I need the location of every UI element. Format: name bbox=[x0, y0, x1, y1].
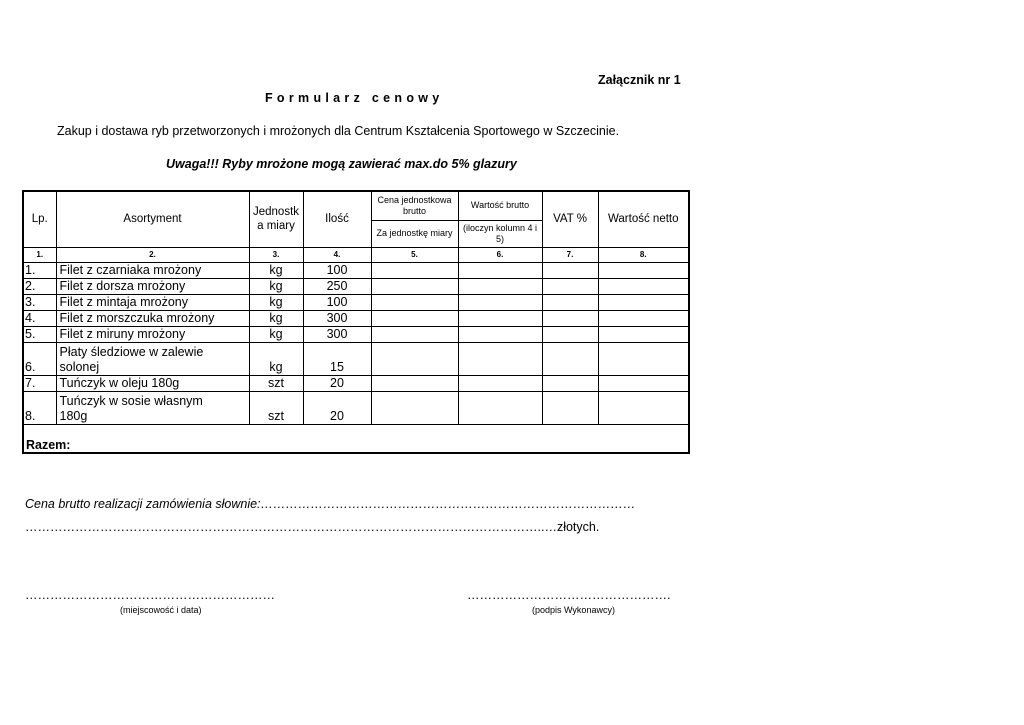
row-qty: 20 bbox=[303, 391, 371, 424]
col-number: 5. bbox=[371, 247, 458, 262]
row-unit: kg bbox=[249, 326, 303, 342]
row-unit: kg bbox=[249, 294, 303, 310]
row-lp: 8. bbox=[23, 391, 56, 424]
net-value-cell[interactable] bbox=[598, 262, 689, 278]
unit-price-cell[interactable] bbox=[371, 326, 458, 342]
net-value-cell[interactable] bbox=[598, 294, 689, 310]
unit-price-cell[interactable] bbox=[371, 278, 458, 294]
column-number-row bbox=[23, 247, 689, 262]
place-date-field[interactable]: …………………………………………………… bbox=[25, 588, 275, 602]
col-number: 8. bbox=[598, 247, 689, 262]
gross-value-cell[interactable] bbox=[458, 310, 542, 326]
row-unit: szt bbox=[249, 375, 303, 391]
gross-value-cell[interactable] bbox=[458, 326, 542, 342]
form-title: Formularz cenowy bbox=[265, 91, 444, 105]
vat-cell[interactable] bbox=[542, 391, 598, 424]
annex-label: Załącznik nr 1 bbox=[598, 73, 681, 87]
gross-value-cell[interactable] bbox=[458, 375, 542, 391]
vat-cell[interactable] bbox=[542, 262, 598, 278]
row-name: Filet z morszczuka mrożony bbox=[56, 310, 249, 326]
price-table bbox=[22, 190, 690, 454]
row-name: Tuńczyk w oleju 180g bbox=[56, 375, 249, 391]
row-qty: 100 bbox=[303, 262, 371, 278]
gross-value-cell[interactable] bbox=[458, 391, 542, 424]
gross-value-cell[interactable] bbox=[458, 294, 542, 310]
col-number: 7. bbox=[542, 247, 598, 262]
vat-cell[interactable] bbox=[542, 342, 598, 375]
net-value-cell[interactable] bbox=[598, 375, 689, 391]
vat-cell[interactable] bbox=[542, 294, 598, 310]
unit-price-cell[interactable] bbox=[371, 391, 458, 424]
net-value-cell[interactable] bbox=[598, 326, 689, 342]
unit-price-cell[interactable] bbox=[371, 375, 458, 391]
total-label: Razem: bbox=[23, 424, 689, 453]
row-lp: 2. bbox=[23, 278, 56, 294]
col-number: 2. bbox=[56, 247, 249, 262]
row-lp: 6. bbox=[23, 342, 56, 375]
contractor-signature-field[interactable]: …………………………………………. bbox=[467, 588, 671, 602]
table-row bbox=[23, 278, 689, 294]
place-date-caption: (miejscowość i data) bbox=[120, 605, 202, 615]
net-value-cell[interactable] bbox=[598, 278, 689, 294]
header-unit: Jednostk a miary bbox=[249, 191, 303, 247]
row-unit: szt bbox=[249, 391, 303, 424]
col-number: 1. bbox=[23, 247, 56, 262]
row-qty: 250 bbox=[303, 278, 371, 294]
unit-price-cell[interactable] bbox=[371, 342, 458, 375]
header-gross-value-sub: (iloczyn kolumn 4 i 5) bbox=[458, 220, 542, 247]
unit-price-cell[interactable] bbox=[371, 294, 458, 310]
subject-text: Zakup i dostawa ryb przetworzonych i mrożonych dla Centrum Kształcenia Sportowego w Szczecinie. bbox=[57, 124, 620, 138]
row-name: Płaty śledziowe w zalewie solonej bbox=[56, 342, 249, 375]
row-unit: kg bbox=[249, 310, 303, 326]
row-name: Filet z czarniaka mrożony bbox=[56, 262, 249, 278]
row-name: Filet z miruny mrożony bbox=[56, 326, 249, 342]
table-row bbox=[23, 326, 689, 342]
row-name: Filet z mintaja mrożony bbox=[56, 294, 249, 310]
row-qty: 20 bbox=[303, 375, 371, 391]
header-net-value: Wartość netto bbox=[598, 191, 689, 247]
col-number: 3. bbox=[249, 247, 303, 262]
table-row bbox=[23, 375, 689, 391]
header-unit-price-sub: Za jednostkę miary bbox=[371, 220, 458, 247]
header-vat: VAT % bbox=[542, 191, 598, 247]
header-gross-value: Wartość brutto bbox=[458, 191, 542, 220]
header-assortment: Asortyment bbox=[56, 191, 249, 247]
header-unit-price: Cena jednostkowa brutto bbox=[371, 191, 458, 220]
header-qty: Ilość bbox=[303, 191, 371, 247]
net-value-cell[interactable] bbox=[598, 342, 689, 375]
row-name: Filet z dorsza mrożony bbox=[56, 278, 249, 294]
row-lp: 3. bbox=[23, 294, 56, 310]
net-value-cell[interactable] bbox=[598, 391, 689, 424]
row-lp: 7. bbox=[23, 375, 56, 391]
glaze-note: Uwaga!!! Ryby mrożone mogą zawierać max.do 5% glazury bbox=[166, 157, 517, 171]
row-qty: 100 bbox=[303, 294, 371, 310]
table-row bbox=[23, 391, 689, 424]
row-name: Tuńczyk w sosie własnym 180g bbox=[56, 391, 249, 424]
vat-cell[interactable] bbox=[542, 326, 598, 342]
table-row bbox=[23, 342, 689, 375]
price-in-words-line[interactable]: ……………………………………………………………………………………………………………..…złotych. bbox=[25, 520, 600, 534]
col-number: 4. bbox=[303, 247, 371, 262]
row-lp: 1. bbox=[23, 262, 56, 278]
row-unit: kg bbox=[249, 342, 303, 375]
vat-cell[interactable] bbox=[542, 375, 598, 391]
table-row bbox=[23, 294, 689, 310]
col-number: 6. bbox=[458, 247, 542, 262]
table-row bbox=[23, 310, 689, 326]
unit-price-cell[interactable] bbox=[371, 262, 458, 278]
row-unit: kg bbox=[249, 262, 303, 278]
price-in-words-label: Cena brutto realizacji zamówienia słownie:……………………………………………………………………………… bbox=[25, 497, 636, 511]
row-qty: 15 bbox=[303, 342, 371, 375]
gross-value-cell[interactable] bbox=[458, 262, 542, 278]
gross-value-cell[interactable] bbox=[458, 278, 542, 294]
net-value-cell[interactable] bbox=[598, 310, 689, 326]
header-lp: Lp. bbox=[23, 191, 56, 247]
unit-price-cell[interactable] bbox=[371, 310, 458, 326]
row-qty: 300 bbox=[303, 326, 371, 342]
row-unit: kg bbox=[249, 278, 303, 294]
vat-cell[interactable] bbox=[542, 278, 598, 294]
contractor-signature-caption: (podpis Wykonawcy) bbox=[532, 605, 615, 615]
row-lp: 5. bbox=[23, 326, 56, 342]
vat-cell[interactable] bbox=[542, 310, 598, 326]
row-lp: 4. bbox=[23, 310, 56, 326]
gross-value-cell[interactable] bbox=[458, 342, 542, 375]
row-qty: 300 bbox=[303, 310, 371, 326]
total-row bbox=[23, 424, 689, 453]
table-row bbox=[23, 262, 689, 278]
